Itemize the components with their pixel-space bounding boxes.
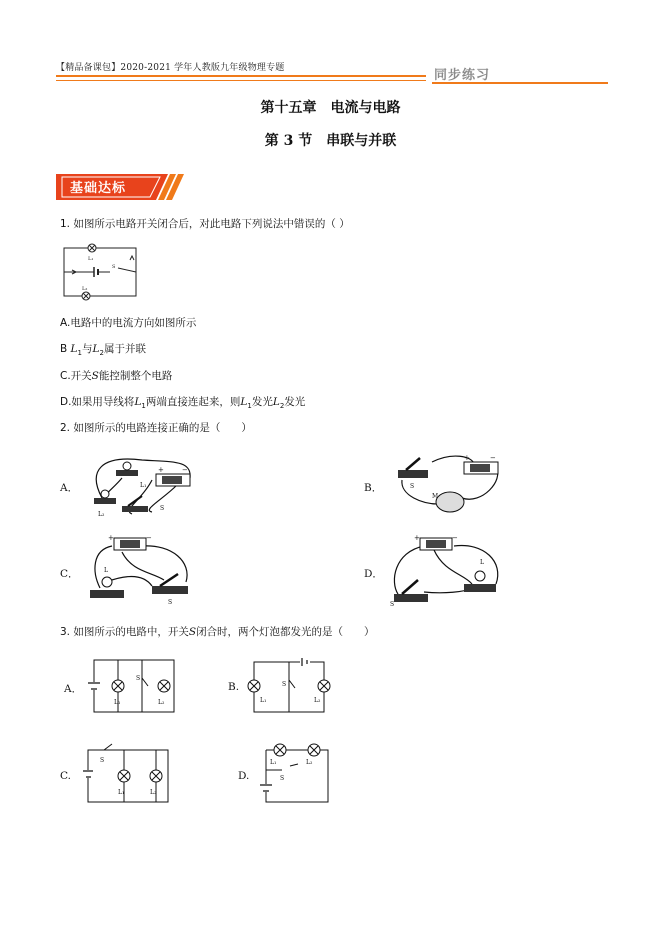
header-text: 【精品备课包】2020-2021 学年人教版九年级物理专题: [56, 63, 285, 73]
q2-stem: 2. 如图所示的电路连接正确的是（ ）: [60, 422, 252, 434]
svg-text:L: L: [480, 559, 484, 566]
svg-text:L: L: [104, 567, 108, 574]
q3-figure-b: [244, 656, 332, 716]
sync-practice-badge: 同步练习: [434, 68, 491, 83]
svg-text:L₂: L₂: [306, 759, 313, 766]
svg-text:+: +: [414, 534, 420, 542]
svg-text:−: −: [146, 534, 152, 542]
svg-text:L₂: L₂: [314, 697, 321, 704]
q1-option-c: C.开关S能控制整个电路: [60, 370, 173, 382]
q1-circuit-figure: [60, 238, 142, 302]
q2-figure-c: [82, 532, 194, 608]
svg-text:+: +: [158, 466, 164, 474]
banner-label: 基础达标: [70, 181, 127, 196]
q3-figure-c: [80, 740, 178, 806]
q2-option-a-label: A．: [60, 482, 79, 494]
q3-figure-a: [84, 656, 178, 716]
svg-text:L₂: L₂: [82, 286, 88, 292]
q3-option-c-label: C.: [60, 770, 71, 782]
q2-option-d-label: D．: [364, 568, 383, 580]
q3-stem: 3. 如图所示的电路中，开关S闭合时，两个灯泡都发光的是（ ）: [60, 626, 375, 638]
header-rule: [56, 75, 426, 77]
q2-option-b-label: B．: [364, 482, 383, 494]
svg-text:L₂: L₂: [158, 699, 165, 706]
svg-text:−: −: [490, 454, 496, 462]
q2-figure-b: [392, 450, 504, 516]
svg-text:L₁: L₁: [270, 759, 277, 766]
svg-text:S: S: [282, 681, 287, 688]
svg-text:M: M: [432, 493, 439, 500]
svg-text:L₂: L₂: [150, 789, 157, 796]
svg-text:+: +: [108, 534, 114, 542]
svg-text:S: S: [280, 775, 285, 782]
svg-text:S: S: [160, 505, 165, 512]
svg-text:L₁: L₁: [140, 482, 147, 489]
svg-text:L₁: L₁: [118, 789, 125, 796]
svg-text:L₁: L₁: [114, 699, 121, 706]
q1-option-b: B $L_1$与$L_2$属于并联: [60, 343, 146, 358]
svg-text:L₁: L₁: [88, 256, 94, 262]
svg-text:−: −: [452, 534, 458, 542]
svg-text:−: −: [182, 466, 188, 474]
q2-option-c-label: C．: [60, 568, 79, 580]
svg-text:S: S: [136, 675, 141, 682]
q1-option-d: D.如果用导线将$L_1$两端直接连起来，则$L_1$发光$L_2$发光: [60, 396, 306, 411]
q3-option-b-label: B.: [228, 681, 240, 693]
svg-text:+: +: [464, 454, 470, 462]
svg-text:S: S: [100, 757, 105, 764]
svg-text:S: S: [112, 264, 116, 270]
svg-text:L₁: L₁: [260, 697, 267, 704]
header-rule-thin: [56, 80, 426, 81]
chapter-title: 第十五章 电流与电路: [260, 100, 401, 116]
q1-option-a: A.电路中的电流方向如图所示: [60, 317, 197, 329]
section-title: 第 3 节 串联与并联: [264, 133, 397, 149]
q2-figure-a: [82, 450, 202, 522]
svg-text:S: S: [410, 483, 415, 490]
q3-figure-d: [254, 740, 334, 806]
svg-text:S: S: [390, 601, 395, 608]
q2-figure-d: [384, 532, 506, 610]
svg-text:L₂: L₂: [98, 511, 105, 518]
q3-option-d-label: D.: [238, 770, 250, 782]
svg-text:S: S: [168, 599, 173, 606]
q1-stem: 1. 如图所示电路开关闭合后，对此电路下列说法中错误的（ ）: [60, 218, 350, 230]
q3-option-a-label: A．: [64, 683, 83, 695]
